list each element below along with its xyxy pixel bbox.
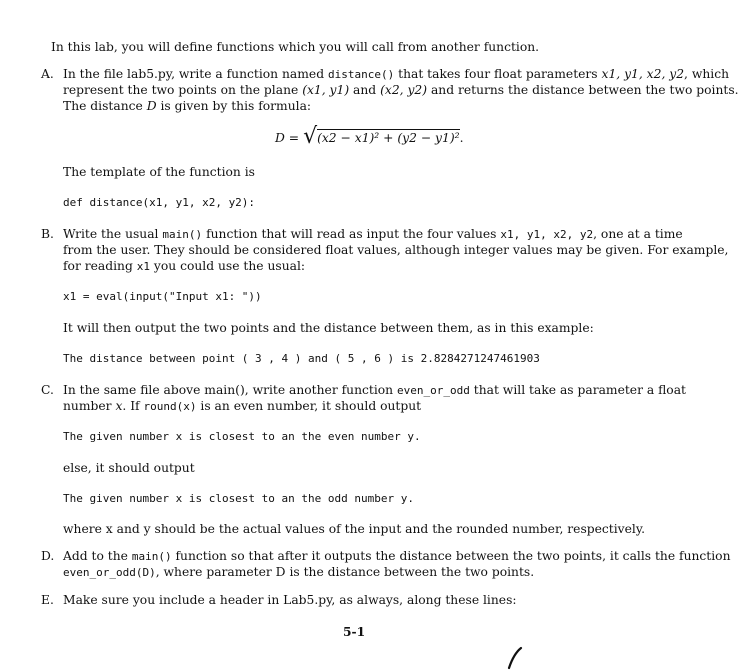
pen-mark — [505, 646, 525, 670]
item-c-letter: C. — [41, 383, 54, 397]
intro-text: In this lab, you will define functions which you will call from another function. — [51, 40, 540, 54]
else-text: else, it should output — [63, 461, 195, 475]
item-a-line3: The distance D is given by this formula: — [63, 99, 312, 113]
output-code: The distance between point ( 3 , 4 ) and ( 5 , 6 ) is 2.8284271247461903 — [63, 352, 540, 365]
item-a-line2: represent the two points on the plane (x1, y1) and (x2, y2) and returns the distance between the two points. — [63, 83, 739, 97]
item-b-line3: for reading x1 you could use the usual: — [63, 259, 306, 273]
input-code: x1 = eval(input("Input x1: ")) — [63, 290, 262, 303]
even-output-code: The given number x is closest to an the even number y. — [63, 430, 421, 443]
item-b-letter: B. — [41, 227, 54, 241]
distance-formula: D = √ (x2 − x1)² + (y2 − y1)². — [275, 124, 464, 149]
page-number: 5-1 — [343, 624, 366, 639]
item-b-line2: from the user. They should be considered float values, although integer values may be given. For example, — [63, 243, 729, 257]
where-text: where x and y should be the actual values of the input and the rounded number, respectively. — [63, 522, 646, 536]
item-a-line1: In the file lab5.py, write a function named distance() that takes four float parameters x1, y1, x2, y2, which — [63, 67, 730, 81]
template-label: The template of the function is — [63, 165, 255, 179]
item-c-line2: number x. If round(x) is an even number, it should output — [63, 399, 422, 413]
item-d-letter: D. — [41, 549, 55, 563]
odd-output-code: The given number x is closest to an the odd number y. — [63, 492, 414, 505]
item-b-line1: Write the usual main() function that will read as input the four values x1, y1, x2, y2, one at a time — [63, 227, 683, 241]
item-d-line1: Add to the main() function so that after it outputs the distance between the two points, it calls the function — [63, 549, 731, 563]
template-code: def distance(x1, y1, x2, y2): — [63, 196, 256, 209]
output-label: It will then output the two points and the distance between them, as in this example: — [63, 321, 594, 335]
item-c-line1: In the same file above main(), write another function even_or_odd that will take as parameter a float — [63, 383, 686, 397]
item-d-line2: even_or_odd(D), where parameter D is the distance between the two points. — [63, 565, 535, 579]
item-e-letter: E. — [41, 593, 54, 607]
item-a-letter: A. — [41, 67, 54, 81]
item-e-line1: Make sure you include a header in Lab5.py, as always, along these lines: — [63, 593, 517, 607]
